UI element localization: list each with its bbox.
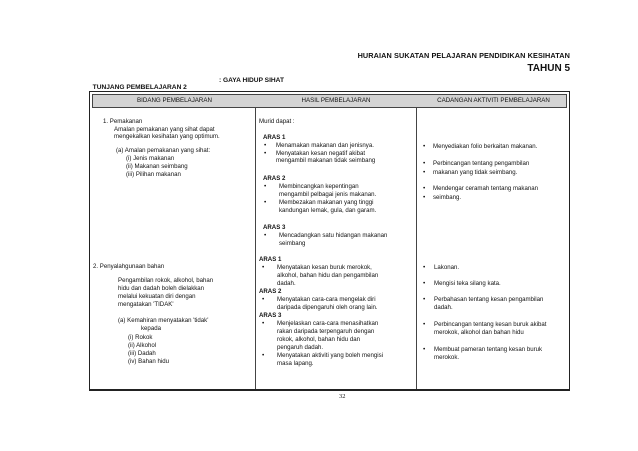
outcome-intro: Murid dapat :: [259, 118, 295, 125]
level-label: ARAS 2: [259, 288, 282, 295]
level-label: ARAS 3: [263, 224, 286, 231]
table-header-row: [92, 94, 567, 108]
outcome-item: mengambil makanan tidak seimbang: [276, 157, 376, 164]
column-header-bidang: BIDANG PEMBELAJARAN: [137, 97, 212, 104]
column-divider: [255, 108, 256, 389]
syllabus-table: [89, 91, 570, 390]
activity-item: Perbincangan tentang kesan buruk akibat: [434, 321, 547, 328]
outcome-item: Mencadangkan satu hidangan makanan: [279, 232, 388, 239]
topic-2-desc: mengatakan 'TIDAK': [118, 301, 174, 308]
footer-divider: [89, 390, 570, 391]
topic-2-item: (iv) Bahan hidu: [128, 358, 169, 365]
level-label: ARAS 3: [259, 312, 282, 319]
bullet-icon: •: [264, 232, 267, 239]
topic-1-item: (i) Jenis makanan: [126, 155, 175, 162]
year-label: TAHUN 5: [527, 63, 570, 74]
topic-1-item: (ii) Makanan seimbang: [126, 163, 188, 170]
activity-item: makanan yang tidak seimbang.: [433, 169, 518, 176]
outcome-item: kandungan lemak, gula, dan garam.: [279, 207, 377, 214]
activity-item: seimbang.: [433, 194, 462, 201]
bullet-icon: •: [262, 296, 265, 303]
tunjang-label: TUNJANG PEMBELAJARAN 2: [92, 84, 187, 91]
level-label: ARAS 1: [259, 256, 282, 263]
bullet-icon: •: [262, 352, 265, 359]
column-divider: [416, 108, 417, 389]
page-number: 32: [339, 393, 346, 400]
column-header-cadangan: CADANGAN AKTIVITI PEMBELAJARAN: [437, 97, 550, 104]
bullet-icon: •: [262, 264, 265, 271]
activity-item: merokok.: [434, 354, 460, 361]
outcome-item: Menyatakan kesan buruk merokok,: [277, 264, 372, 271]
bullet-icon: •: [262, 320, 265, 327]
activity-item: Perbincangan tentang pengambilan: [433, 160, 530, 167]
bullet-icon: •: [423, 169, 426, 176]
bullet-icon: •: [423, 185, 426, 192]
outcome-item: Membezakan makanan yang tinggi: [279, 199, 374, 206]
topic-2-item: (iii) Dadah: [128, 350, 156, 357]
outcome-item: alkohol, bahan hidu dan pengambilan: [277, 272, 379, 279]
outcome-item: seimbang: [279, 240, 306, 247]
outcome-item: Menjelaskan cara-cara menasihatkan: [277, 320, 379, 327]
bullet-icon: •: [264, 183, 267, 190]
activity-item: dadah.: [434, 304, 453, 311]
activity-item: merokok, alkohol dan bahan hidu: [434, 329, 524, 336]
topic-1-title: 1. Pemakanan: [103, 118, 143, 125]
topic-1-desc: Amalan pemakanan yang sihat dapat: [114, 126, 215, 133]
topic-2-subtopic: (a) Kemahiran menyatakan 'tidak': [118, 317, 209, 324]
bullet-icon: •: [423, 321, 426, 328]
outcome-item: Menyatakan kesan negatif akibat: [276, 150, 366, 157]
bullet-icon: •: [423, 264, 426, 271]
topic-2-desc: Pengambilan rokok, alkohol, bahan: [118, 277, 214, 284]
outcome-item: Menyatakan aktiviti yang boleh mengisi: [277, 352, 384, 359]
level-label: ARAS 1: [263, 134, 286, 141]
outcome-item: Membincangkan kepentingan: [279, 183, 359, 190]
level-label: ARAS 2: [263, 175, 286, 182]
topic-2-item: (ii) Alkohol: [128, 342, 157, 349]
activity-item: Menyediakan folio berkaitan makanan.: [433, 143, 538, 150]
outcome-item: rokok, alkohol, bahan hidu dan: [277, 336, 361, 343]
outcome-item: rakan daripada terpengaruh dengan: [277, 328, 375, 335]
outcome-item: mengambil pelbagai jenis makanan.: [279, 191, 377, 198]
topic-2-title: 2. Penyalahgunaan bahan: [93, 263, 165, 270]
activity-item: Mendengar ceramah tentang makanan: [433, 185, 539, 192]
activity-item: Mengisi teka silang kata.: [434, 280, 501, 287]
topic-1-desc: mengekalkan kesihatan yang optimum.: [114, 133, 220, 140]
topic-2-desc: hidu dan dadah boleh dielakkan: [118, 285, 205, 292]
bullet-icon: •: [264, 142, 267, 149]
topic-2-item: (i) Rokok: [128, 334, 153, 341]
outcome-item: pengaruh dadah.: [277, 344, 324, 351]
topic-2-subtopic: kepada: [141, 325, 161, 332]
bullet-icon: •: [264, 199, 267, 206]
bullet-icon: •: [423, 346, 426, 353]
activity-item: Perbahasan tentang kesan pengambilan: [434, 296, 544, 303]
outcome-item: dadah.: [277, 280, 296, 287]
bullet-icon: •: [423, 296, 426, 303]
topic-2-desc: melalui kekuatan diri dengan: [118, 293, 196, 300]
tunjang-value: : GAYA HIDUP SIHAT: [219, 77, 284, 84]
outcome-item: Menyatakan cara-cara mengelak diri: [277, 296, 376, 303]
activity-item: Membuat pameran tentang kesan buruk: [434, 346, 543, 353]
bullet-icon: •: [264, 150, 267, 157]
topic-1-subtopic: (a) Amalan pemakanan yang sihat:: [116, 147, 211, 154]
outcome-item: masa lapang.: [277, 360, 314, 367]
activity-item: Lakonan.: [434, 264, 460, 271]
bullet-icon: •: [423, 143, 426, 150]
bullet-icon: •: [423, 160, 426, 167]
column-header-hasil: HASIL PEMBELAJARAN: [301, 97, 371, 104]
bullet-icon: •: [423, 194, 426, 201]
outcome-item: Menamakan makanan dan jenisnya.: [276, 142, 374, 149]
bullet-icon: •: [423, 280, 426, 287]
topic-1-item: (iii) Pilihan makanan: [126, 171, 181, 178]
outcome-item: daripada dipengaruhi oleh orang lain.: [277, 304, 378, 311]
document-title: HURAIAN SUKATAN PELAJARAN PENDIDIKAN KESIHATAN: [357, 51, 570, 60]
